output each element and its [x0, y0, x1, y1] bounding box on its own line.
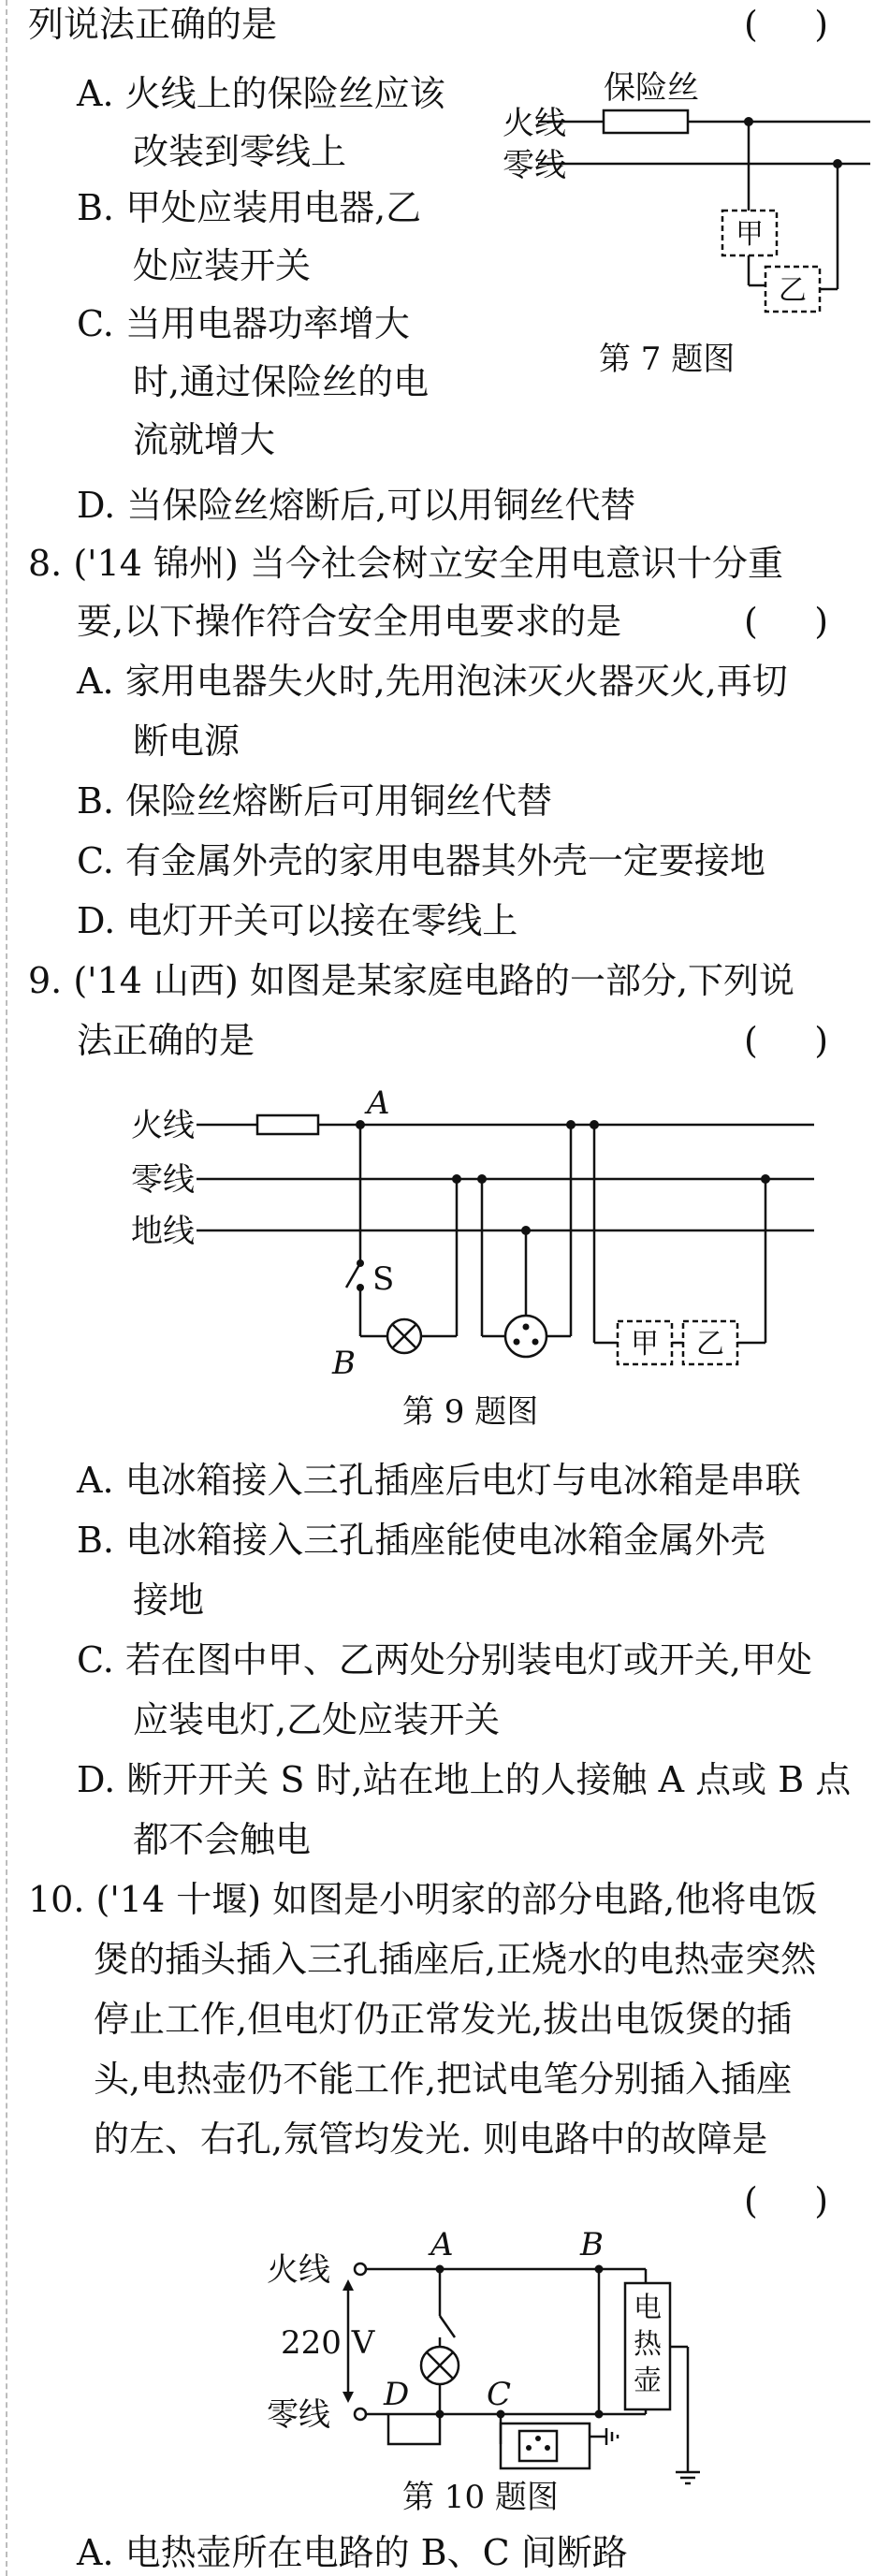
q10-label-kettle-2: 热: [634, 2328, 662, 2361]
q8-stem-line1: 8. ('14 锦州) 当今社会树立安全用电意识十分重: [28, 543, 783, 584]
q10-stem-line4: 头,电热壶仍不能工作,把试电笔分别插入插座: [94, 2059, 793, 2100]
q8-option-a: A. 家用电器失火时,先用泡沫灭火器灭火,再切: [77, 661, 788, 702]
q9-option-b: B. 电冰箱接入三孔插座能使电冰箱金属外壳: [77, 1520, 766, 1561]
q9-answer-paren: ( ): [744, 1020, 829, 1061]
q7-label-jia: 甲: [736, 218, 764, 251]
q10-figure-caption: 第 10 题图: [402, 2479, 559, 2516]
q7-option-c: C. 当用电器功率增大: [77, 303, 410, 344]
q10-live-terminal: [355, 2263, 366, 2275]
q7-option-b-cont: 处应装开关: [133, 245, 312, 286]
q7-label-live: 火线: [503, 105, 566, 142]
q10-label-neutral: 零线: [267, 2396, 330, 2434]
q7-option-d: D. 当保险丝熔断后,可以用铜丝代替: [77, 485, 636, 526]
q9-figure-caption: 第 9 题图: [402, 1393, 539, 1431]
q9-label-live: 火线: [131, 1107, 195, 1144]
q10-stem-line1: 10. ('14 十堰) 如图是小明家的部分电路,他将电饭: [28, 1879, 818, 1920]
q10-circuit-diagram: [0, 2227, 889, 2526]
q10-answer-paren: ( ): [744, 2180, 829, 2221]
q10-arrow-down-icon: [342, 2392, 354, 2403]
q7-label-neutral: 零线: [503, 147, 566, 184]
q9-stem-line2: 法正确的是: [77, 1020, 255, 1061]
q10-stem-line5: 的左、右孔,氖管均发光. 则电路中的故障是: [94, 2118, 768, 2160]
q9-option-a: A. 电冰箱接入三孔插座后电灯与电冰箱是串联: [77, 1460, 801, 1501]
q9-option-d: D. 断开开关 S 时,站在地上的人接触 A 点或 B 点: [77, 1759, 852, 1800]
q9-circuit-diagram: [0, 1076, 889, 1450]
q7-circuit-diagram: [0, 0, 889, 412]
q9-fuse: [257, 1115, 318, 1134]
q10-stem-line3: 停止工作,但电灯仍正常发光,拔出电饭煲的插: [94, 1999, 793, 2040]
q10-label-b: B: [580, 2226, 604, 2263]
q10-label-live: 火线: [267, 2251, 330, 2289]
q7-fuse: [604, 110, 688, 133]
q9-option-d-cont: 都不会触电: [133, 1819, 312, 1860]
q8-option-b: B. 保险丝熔断后可用铜丝代替: [77, 780, 553, 822]
q10-neutral-terminal: [355, 2409, 366, 2420]
q10-switch-blade: [440, 2316, 455, 2337]
q10-label-kettle-1: 电: [634, 2292, 662, 2324]
q8-option-a-cont: 断电源: [133, 720, 240, 762]
q10-label-c: C: [487, 2376, 512, 2413]
q9-label-jia: 甲: [631, 1328, 659, 1361]
q7-option-a-cont: 改装到零线上: [133, 131, 347, 172]
q9-option-b-cont: 接地: [133, 1579, 205, 1621]
q8-stem-line2: 要,以下操作符合安全用电要求的是: [77, 601, 622, 642]
q9-label-s: S: [372, 1260, 395, 1298]
q10-label-kettle-3: 壶: [634, 2365, 662, 2397]
q8-option-c: C. 有金属外壳的家用电器其外壳一定要接地: [77, 840, 765, 881]
q8-answer-paren: ( ): [744, 601, 829, 642]
q9-switch-blade: [346, 1263, 360, 1288]
q7-option-b: B. 甲处应装用电器,乙: [77, 187, 422, 228]
q9-option-c: C. 若在图中甲、乙两处分别装电灯或开关,甲处: [77, 1639, 812, 1681]
q10-option-a: A. 电热壶所在电路的 B、C 间断路: [77, 2532, 628, 2573]
q7-label-yi: 乙: [779, 274, 807, 307]
q7-stem-tail: 列说法正确的是: [28, 4, 278, 45]
q7-option-c-cont1: 时,通过保险丝的电: [133, 361, 430, 402]
q9-option-c-cont: 应装电灯,乙处应装开关: [133, 1699, 501, 1740]
q9-label-b: B: [332, 1345, 356, 1382]
q7-figure-caption: 第 7 题图: [599, 341, 736, 378]
q9-label-ground: 地线: [131, 1213, 195, 1250]
q9-socket: [505, 1316, 547, 1357]
q7-option-c-cont2: 流就增大: [133, 419, 276, 460]
q7-answer-paren: ( ): [744, 4, 829, 45]
q7-label-fuse: 保险丝: [604, 69, 699, 107]
q10-label-d: D: [384, 2376, 410, 2413]
q9-label-yi: 乙: [696, 1328, 724, 1361]
q10-label-voltage: 220 V: [281, 2324, 375, 2362]
q10-stem-line2: 煲的插头插入三孔插座后,正烧水的电热壶突然: [94, 1939, 817, 1980]
q10-arrow-up-icon: [342, 2279, 354, 2291]
q9-label-neutral: 零线: [131, 1161, 195, 1199]
q10-label-a: A: [430, 2226, 454, 2263]
q9-stem-line1: 9. ('14 山西) 如图是某家庭电路的一部分,下列说: [28, 960, 795, 1001]
q9-label-a: A: [367, 1084, 390, 1122]
q8-option-d: D. 电灯开关可以接在零线上: [77, 900, 518, 941]
q7-option-a: A. 火线上的保险丝应该: [77, 73, 445, 114]
